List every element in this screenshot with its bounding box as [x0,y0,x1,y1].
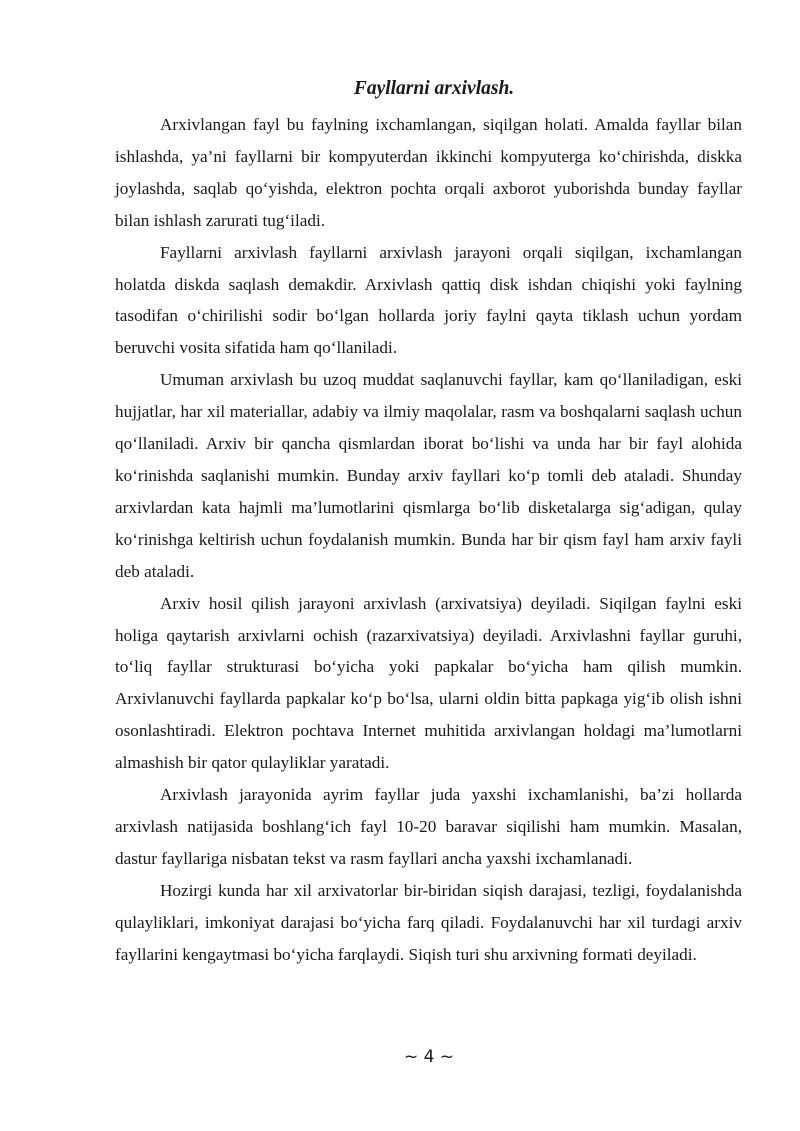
paragraph: Arxiv hosil qilish jarayoni arxivlash (arxivatsiya) deyiladi. Siqilgan faylni eski holiga qaytarish arxivlarni ochish (razarxivatsiya) deyiladi. Arxivlashni fayllar guruhi, to‘liq fayllar strukturasi bo‘yicha yoki papkalar bo‘yicha ham qilish mumkin. Arxivlanuvchi fayllarda papkalar ko‘p bo‘lsa, ularni oldin bitta papkaga yig‘ib olish ishni osonlashtiradi. Elektron pochtava Internet muhitida arxivlangan holdagi ma’lumotlarni almashish bir qator qulayliklar yaratadi. [115,593,742,773]
paragraph: Fayllarni arxivlash fayllarni arxivlash jarayoni orqali siqilgan, ixchamlangan holatda diskda saqlash demakdir. Arxivlash qattiq disk ishdan chiqishi yoki faylning tasodifan o‘chirilishi sodir bo‘lgan hollarda joriy faylni qayta tiklash uchun yordam beruvchi vosita sifatida ham qo‘llaniladi. [115,242,742,358]
paragraph: Arxivlash jarayonida ayrim fayllar juda yaxshi ixchamlanishi, ba’zi hollarda arxivlash natijasida boshlang‘ich fayl 10-20 baravar siqilishi ham mumkin. Masalan, dastur fayllariga nisbatan tekst va rasm fayllari ancha yaxshi ixchamlanadi. [115,785,742,868]
paragraph: Umuman arxivlash bu uzoq muddat saqlanuvchi fayllar, kam qo‘llaniladigan, eski hujjatlar, har xil materiallar, adabiy va ilmiy maqolalar, rasm va boshqalarni saqlash uchun qo‘llaniladi. Arxiv bir qancha qismlardan iborat bo‘lishi va unda har bir fayl alohida ko‘rinishda saqlanishi mumkin. Bunday arxiv fayllari ko‘p tomli deb ataladi. Shunday arxivlardan kata hajmli ma’lumotlarini qismlarga bo‘lib disketalarga sig‘adigan, qulay ko‘rinishga keltirish uchun foydalanish mumkin. Bunda har bir qism fayl ham arxiv fayli deb ataladi. [115,370,742,581]
page-number: ~ 4 ~ [403,1047,455,1067]
paragraph: Hozirgi kunda har xil arxivatorlar bir-biridan siqish darajasi, tezligi, foydalanishda qulayliklari, imkoniyat darajasi bo‘yicha farq qiladi. Foydalanuvchi har xil turdagi arxiv fayllarini kengaytmasi bo‘yicha farqlaydi. Siqish turi shu arxivning formati deyiladi. [115,880,742,964]
page-title: Fayllarni arxivlash. [353,78,515,99]
document-body [115,109,742,970]
paragraph: Arxivlangan fayl bu faylning ixchamlangan, siqilgan holati. Amalda fayllar bilan ishlashda, ya’ni fayllarni bir kompyuterdan ikkinchi kompyuterga ko‘chirishda, diskka joylashda, saqlab qo‘yishda, elektron pochta orqali axborot yuborishda bunday fayllar bilan ishlash zarurati tug‘iladi. [115,115,742,230]
